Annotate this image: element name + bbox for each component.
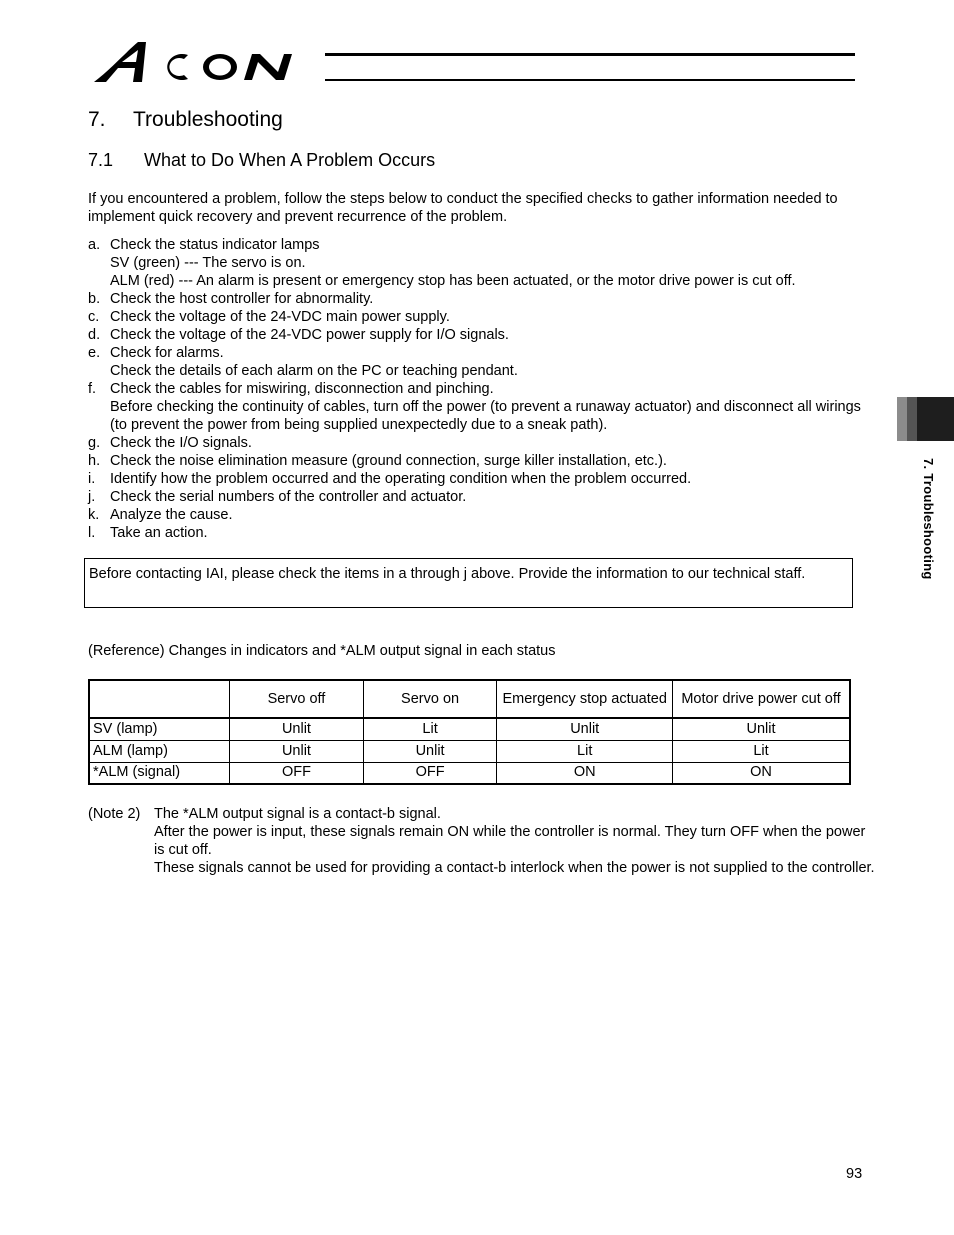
check-step-marker: d. — [88, 327, 101, 343]
subsection-heading — [88, 150, 435, 171]
section-heading — [88, 108, 283, 132]
reference-caption: (Reference) Changes in indicators and *ALM output signal in each status — [88, 643, 556, 659]
table-cell: ON — [673, 762, 851, 784]
note-line: The *ALM output signal is a contact-b signal. — [154, 806, 441, 822]
chapter-side-label — [918, 458, 938, 608]
acon-logo — [92, 38, 330, 86]
table-cell: OFF — [230, 762, 364, 784]
check-step-item — [88, 236, 878, 290]
check-step-marker: b. — [88, 291, 101, 307]
table-row-label: SV (lamp) — [89, 718, 230, 740]
check-step-text: Take an action. — [110, 525, 208, 541]
check-step-item — [88, 344, 878, 380]
check-step-text: Check the I/O signals. — [110, 435, 252, 451]
check-step-item — [88, 524, 878, 542]
table-cell: Unlit — [230, 718, 364, 740]
check-step-item — [88, 470, 878, 488]
check-step-text: Check the voltage of the 24-VDC main power supply. — [110, 309, 450, 325]
table-header-cell: Emergency stop actuated — [497, 680, 673, 718]
subsection-title: What to Do When A Problem Occurs — [144, 150, 436, 170]
check-step-item — [88, 308, 878, 326]
contact-notice-box: Before contacting IAI, please check the items in a through j above. Provide the information to our technical staff. — [84, 558, 853, 608]
chapter-tab-stripe-light — [897, 397, 907, 441]
table-row — [89, 718, 850, 740]
header-rule-bottom — [325, 79, 855, 81]
check-step-text: Analyze the cause. — [110, 507, 233, 523]
check-step-text: Identify how the problem occurred and the operating condition when the problem occurred. — [110, 471, 692, 487]
note-line: These signals cannot be used for providing a contact-b interlock when the power is not supplied to the controller. — [154, 860, 875, 876]
check-step-detail: Check the details of each alarm on the PC or teaching pendant. — [110, 363, 518, 379]
status-indicator-table — [88, 679, 851, 785]
table-header-cell: Motor drive power cut off — [673, 680, 851, 718]
check-step-marker: j. — [88, 489, 96, 505]
check-step-item — [88, 506, 878, 524]
check-step-item — [88, 434, 878, 452]
table-cell: Lit — [673, 740, 851, 762]
check-step-item — [88, 380, 878, 434]
chapter-tab-marker — [917, 397, 954, 441]
check-step-marker: e. — [88, 345, 101, 361]
check-step-item — [88, 290, 878, 308]
check-step-item — [88, 452, 878, 470]
check-step-marker: l. — [88, 525, 96, 541]
check-step-text: Check the noise elimination measure (ground connection, surge killer installation, etc.). — [110, 453, 667, 469]
header-rule-top — [325, 53, 855, 56]
section-number: 7. — [88, 108, 106, 131]
table-cell: Unlit — [363, 740, 497, 762]
intro-paragraph: If you encountered a problem, follow the steps below to conduct the specified checks to gather information needed to implement quick recovery and prevent recurrence of the problem. — [88, 191, 838, 225]
check-step-marker: c. — [88, 309, 100, 325]
chapter-side-label-text: 7. Troubleshooting — [921, 458, 936, 580]
check-step-marker: h. — [88, 453, 101, 469]
note-2 — [88, 805, 878, 877]
check-steps-list — [88, 236, 878, 542]
check-step-text: Check the voltage of the 24-VDC power supply for I/O signals. — [110, 327, 509, 343]
check-step-marker: a. — [88, 237, 101, 253]
check-step-text: Check the host controller for abnormality. — [110, 291, 374, 307]
check-step-detail: SV (green) --- The servo is on. — [110, 255, 306, 271]
table-cell: OFF — [363, 762, 497, 784]
table-cell: Unlit — [230, 740, 364, 762]
check-step-marker: i. — [88, 471, 96, 487]
table-cell: Unlit — [673, 718, 851, 740]
table-header-cell — [89, 680, 230, 718]
check-step-text: Check the serial numbers of the controller and actuator. — [110, 489, 467, 505]
page-number: 93 — [846, 1166, 863, 1182]
subsection-number: 7.1 — [88, 150, 114, 170]
table-cell: ON — [497, 762, 673, 784]
table-header-row — [89, 680, 850, 718]
table-cell: Lit — [497, 740, 673, 762]
section-title: Troubleshooting — [133, 108, 283, 131]
check-step-detail: Before checking the continuity of cables, turn off the power (to prevent a runaway actuator) and disconnect all wirings (to prevent the power from being supplied unexpectedly due to a sneak path). — [110, 399, 861, 433]
check-step-marker: k. — [88, 507, 100, 523]
table-row-label: *ALM (signal) — [89, 762, 230, 784]
table-row — [89, 740, 850, 762]
table-header-cell: Servo on — [363, 680, 497, 718]
check-step-text: Check for alarms. — [110, 345, 224, 361]
check-step-text: Check the cables for miswiring, disconnection and pinching. — [110, 381, 494, 397]
check-step-item — [88, 326, 878, 344]
note-line: After the power is input, these signals remain ON while the controller is normal. They turn OFF when the power is cut off. — [154, 824, 866, 858]
table-cell: Lit — [363, 718, 497, 740]
check-step-marker: f. — [88, 381, 97, 397]
table-header-cell: Servo off — [230, 680, 364, 718]
check-step-detail: ALM (red) --- An alarm is present or emergency stop has been actuated, or the motor drive power is cut off. — [110, 273, 796, 289]
check-step-marker: g. — [88, 435, 101, 451]
check-step-item — [88, 488, 878, 506]
note-label: (Note 2) — [88, 806, 141, 822]
table-row-label: ALM (lamp) — [89, 740, 230, 762]
table-cell: Unlit — [497, 718, 673, 740]
check-step-text: Check the status indicator lamps — [110, 237, 320, 253]
table-row — [89, 762, 850, 784]
chapter-tab-stripe-mid — [907, 397, 917, 441]
